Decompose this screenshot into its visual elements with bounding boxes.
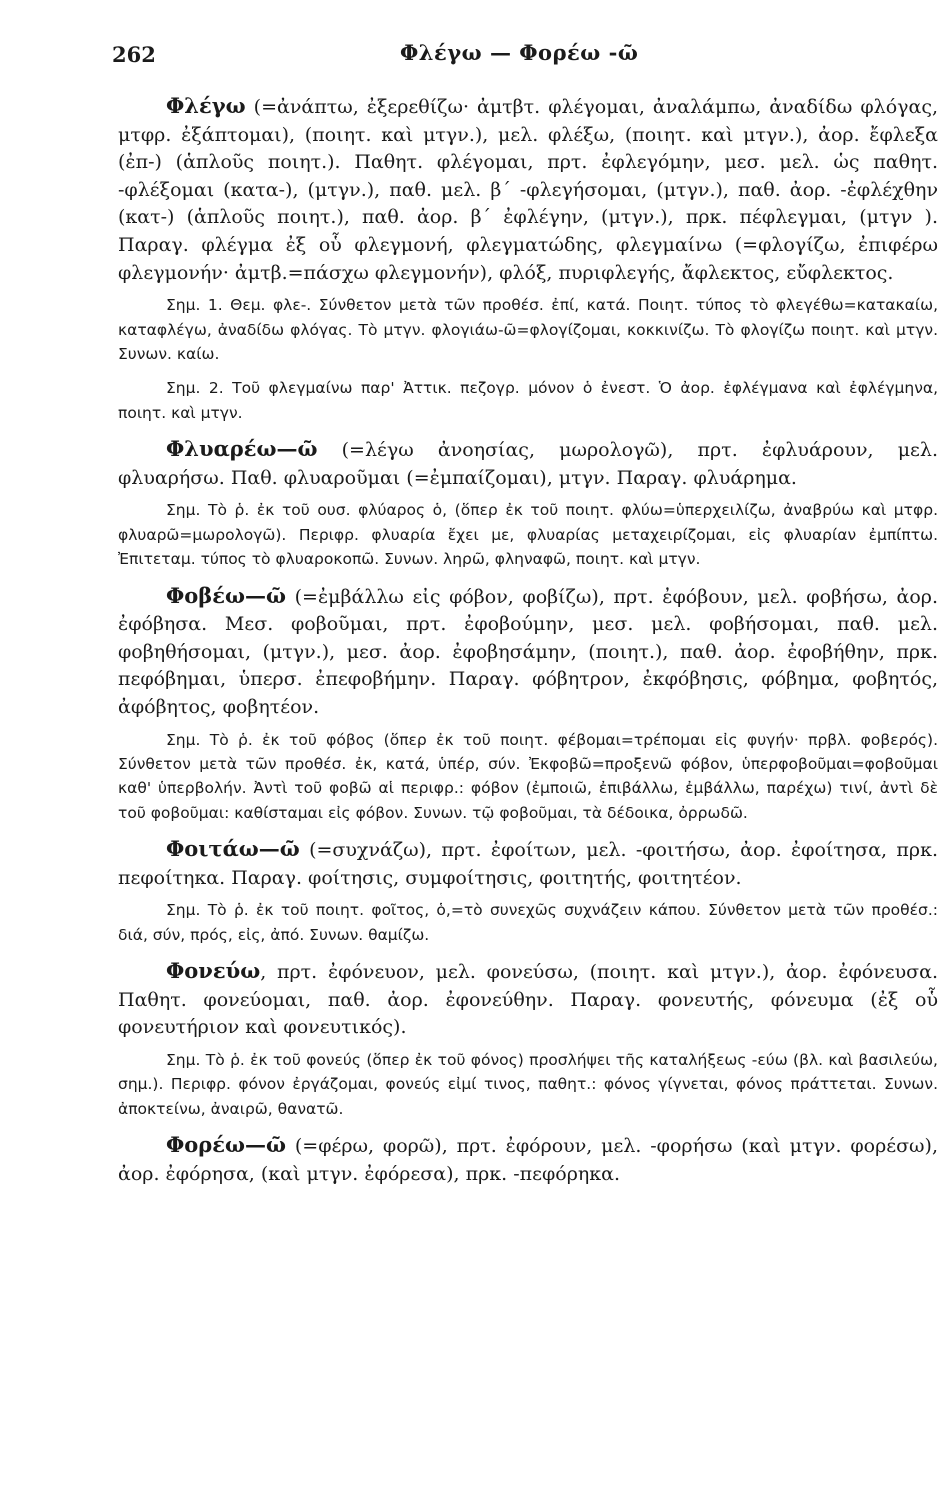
entry-text: , πρτ. ἐφόνευον, μελ. φονεύσω, (ποιητ. καὶ μτγν.), ἀορ. ἐφόνευσα. Παθητ. φονεύομαι, παθ. ἀορ. ἐφονεύθην. Παραγ. φονευτής, φόνευμα (ἐξ οὗ φονευτήριον καὶ φονευτικός). (118, 961, 938, 1039)
entry (118, 582, 938, 722)
entry-text: (=λέγω ἀνοησίας, μωρολογῶ), πρτ. ἐφλυάρουν, μελ. φλυαρήσω. Παθ. φλυαροῦμαι (=ἐμπαίζομαι), μτγν. Παραγ. φλυάρημα. (118, 439, 938, 489)
entry (118, 92, 938, 287)
entry-note: Σημ. Τὸ ῥ. ἐκ τοῦ φονεύς (ὅπερ ἐκ τοῦ φόνος) προσλήψει τῆς καταλήξεως -εύω (βλ. καὶ βασιλεύω, σημ.). Περιφρ. φόνον ἐργάζομαι, φονεύς εἰμί τινος, παθητ.: φόνος γίγνεται, φόνος πράττεται. Συνων. ἀποκτείνω, ἀναιρῶ, θανατῶ. (118, 1050, 938, 1118)
headword: Φορέω—ῶ (166, 1132, 287, 1158)
entry (118, 835, 938, 892)
entry-note: Σημ. 1. Θεμ. φλε-. Σύνθετον μετὰ τῶν προθέσ. ἐπί, κατά. Ποιητ. τύπος τὸ φλεγέθω=κατακαίω, καταφλέγω, ἀναδίδω φλόγας. Τὸ μτγν. φλογιάω-ῶ=φλογίζομαι, κοκκινίζω. Τὸ φλογίζω ποιητ. καὶ μτγν. Συνων. καίω. (118, 296, 938, 363)
running-title: Φλέγω — Φορέω -ῶ (400, 40, 639, 65)
headword: Φλυαρέω—ῶ (166, 436, 318, 462)
headword: Φονεύω (166, 958, 261, 984)
entry (118, 957, 938, 1042)
headword: Φλέγω (166, 93, 246, 118)
entry-note: Σημ. 2. Τοῦ φλεγμαίνω παρ' Ἀττικ. πεζογρ. μόνον ὁ ἐνεστ. Ὁ ἀορ. ἐφλέγμανα καὶ ἐφλέγμηνα, ποιητ. καὶ μτγν. (118, 379, 938, 422)
entry-note: Σημ. Τὸ ῥ. ἐκ τοῦ ποιητ. φοῖτος, ὁ,=τὸ συνεχῶς συχνάζειν κάπου. Σύνθετον μετὰ τῶν προθέσ.: διά, σύν, πρός, εἰς, ἀπό. Συνων. θαμίζω. (118, 901, 938, 944)
entry-note: Σημ. Τὸ ῥ. ἐκ τοῦ φόβος (ὅπερ ἐκ τοῦ ποιητ. φέβομαι=τρέπομαι εἰς φυγήν· πρβλ. φοβερός). Σύνθετον μετὰ τῶν προθέσ. ἐκ, κατά, ὑπέρ, σύν. Ἐκφοβῶ=προξενῶ φόβον, ὑπερφοβοῦμαι=φοβοῦμαι καθ' ὑπερβολήν. Ἀντὶ τοῦ φοβῶ αἱ περιφρ.: φόβον (ἐμποιῶ, ἐπιβάλλω, ἐμβάλλω, παρέχω) τινί, ἀντὶ δὲ τοῦ φοβοῦμαι: καθίσταμαι εἰς φόβον. Συνων. τῷ φοβοῦμαι, τὰ δέδοικα, ὀρρωδῶ. (118, 730, 938, 822)
entry-text: (=φέρω, φορῶ), πρτ. ἐφόρουν, μελ. -φορήσω (καὶ μτγν. φορέσω), ἀορ. ἐφόρησα, (καὶ μτγν. ἐφόρεσα), πρκ. -πεφόρηκα. (118, 1135, 938, 1185)
entry-text: (=συχνάζω), πρτ. ἐφοίτων, μελ. -φοιτήσω, ἀορ. ἐφοίτησα, πρκ. πεφοίτηκα. Παραγ. φοίτησις, συμφοίτησις, φοιτητής, φοιτητέον. (118, 839, 938, 889)
entry (118, 1131, 938, 1188)
entry-text: (=ἀνάπτω, ἐξερεθίζω· ἀμτβτ. φλέγομαι, ἀναλάμπω, ἀναδίδω φλόγας, μτφρ. ἐξάπτομαι), (ποιητ. καὶ μτγν.), μελ. φλέξω, (ποιητ. καὶ μτγν.), ἀορ. ἔφλεξα (ἐπ-) (ἁπλοῦς ποιητ.). Παθητ. φλέγομαι, πρτ. ἐφλεγόμην, μεσ. μελ. ὡς παθητ. -φλέξομαι (κατα-), (μτγν.), παθ. μελ. β΄ -φλεγήσομαι, (μτγν.), παθ. ἀορ. -ἐφλέχθην (κατ-) (ἁπλοῦς ποιητ.), παθ. ἀορ. β΄ ἐφλέγην, (μτγν.), πρκ. πέφλεγμαι, (μτγν ). Παραγ. φλέγμα ἐξ οὗ φλεγμονή, φλεγματώδης, φλεγμαίνω (=φλογίζω, ἐπιφέρω φλεγμονήν· ἀμτβ.=πάσχω φλεγμονήν), φλόξ, πυριφλεγής, ἄφλεκτος, εὔφλεκτος. (118, 96, 939, 284)
entries-column (118, 92, 938, 1194)
headword: Φοιτάω—ῶ (166, 836, 300, 862)
page-number: 262 (112, 42, 156, 67)
entry-note: Σημ. Τὸ ῥ. ἐκ τοῦ ουσ. φλύαρος ὁ, (ὅπερ ἐκ τοῦ ποιητ. φλύω=ὑπερχειλίζω, ἀναβρύω καὶ μτφρ. φλυαρῶ=μωρολογῶ). Περιφρ. φλυαρία ἔχει με, φλυαρίας μεταχειρίζομαι, εἰς φλυαρίαν ἐμπίπτω. Ἐπιτεταμ. τύπος τὸ φλυαροκοπῶ. Συνων. ληρῶ, φληναφῶ, ποιητ. καὶ μτγν. (118, 501, 938, 569)
entry-text: (=ἐμβάλλω εἰς φόβον, φοβίζω), πρτ. ἐφόβουν, μελ. φοβήσω, ἀορ. ἐφόβησα. Μεσ. φοβοῦμαι, πρτ. ἐφοβούμην, μεσ. μελ. φοβήσομαι, παθ. μελ. φοβηθήσομαι, (μτγν.), μεσ. ἀορ. ἐφοβησάμην, (ποιητ.), παθ. ἀορ. ἐφοβήθην, πρκ. πεφόβημαι, ὑπερσ. ἐπεφοβήμην. Παραγ. φόβητρον, ἐκφόβησις, φόβημα, φοβητός, ἀφόβητος, φοβητέον. (118, 585, 938, 718)
entry (118, 435, 938, 492)
headword: Φοβέω—ῶ (166, 582, 287, 608)
